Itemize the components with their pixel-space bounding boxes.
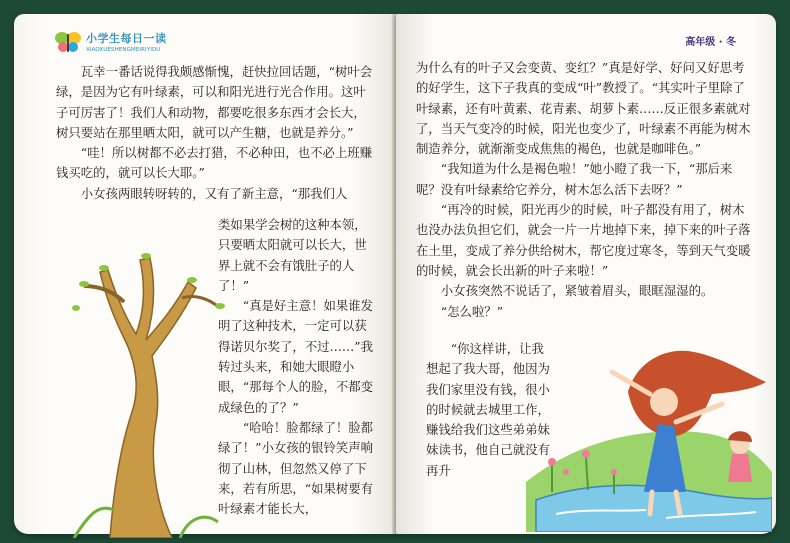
left-body-narrow bbox=[218, 215, 374, 519]
series-brand bbox=[54, 30, 167, 54]
right-body-wide bbox=[416, 58, 752, 322]
paragraph: 类如果学会树的这种本领，只要晒太阳就可以长大，世界上就不会有饿肚子的人了！” bbox=[218, 217, 367, 293]
series-title: 小学生每日一读 bbox=[86, 32, 167, 45]
series-pinyin: XIAOXUESHENGMEIRIYIDU bbox=[86, 47, 161, 53]
paragraph: “再冷的时候，阳光再少的时候，叶子都没有用了，树木也没办法负担它们，就会一片一片地掉下来，掉下来的叶子落在土里，变成了养分供给树木，帮它度过寒冬，等到天气变暖的时候，就会长出新的叶子来啦！” bbox=[416, 202, 751, 278]
left-body-wide bbox=[56, 62, 374, 204]
paragraph: “哈哈！脸都绿了！脸都绿了！”小女孩的银铃笑声响彻了山林，但忽然又停了下来，若有所思，“如果树要有叶绿素才能长大， bbox=[218, 419, 374, 517]
paragraph: 为什么有的叶子又会变黄、变红？”真是好学、好问又好思考的好学生，这下子我真的变成“叶”教授了。“其实叶子里除了叶绿素，还有叶黄素、花青素、胡萝卜素……反正很多素就对了，当天气变冷的时候，阳光也变少了，叶绿素不再能为树木制造养分，就渐渐变成焦焦的褐色，也就是咖啡色。” bbox=[416, 60, 751, 157]
paragraph: “怎么啦？” bbox=[440, 303, 504, 319]
paragraph: 瓦幸一番话说得我颇感惭愧，赶快拉回话题，“树叶会绿，是因为它有叶绿素，可以和阳光进行光合作用。这叶子可厉害了！我们人和动物，都要吃很多东西才会长大，树只要站在那里晒太阳，就可以产生糖，也就是养分。” bbox=[56, 64, 373, 140]
left-page bbox=[14, 14, 396, 534]
paragraph: 小女孩两眼转呀转的，又有了新主意，“那我们人 bbox=[80, 185, 348, 201]
butterfly-logo-icon bbox=[54, 30, 82, 54]
paragraph: “真是好主意！如果谁发明了这种技术，一定可以获得诺贝尔奖了，不过……”我转过头来，和她大眼瞪小眼，“那每个人的脸，不都变成绿色的了？” bbox=[218, 298, 374, 415]
paragraph: “你这样讲，让我想起了我大哥，他因为我们家里没有钱，很小的时候就去城里工作，赚钱给我们这些弟弟妹妹读书，他自己就没有再升 bbox=[426, 341, 550, 478]
paragraph: 小女孩突然不说话了，紧皱着眉头，眼眶湿湿的。 bbox=[440, 283, 714, 299]
right-page bbox=[396, 14, 776, 534]
grade-season-label: 高年级 · 冬 bbox=[685, 37, 736, 48]
tree-illustration bbox=[70, 242, 228, 538]
girls-by-stream-illustration bbox=[526, 332, 772, 532]
paragraph: “我知道为什么是褐色啦！”她小瞪了我一下，“那后来呢？没有叶绿素给它养分，树木怎么活下去呀？” bbox=[416, 161, 733, 197]
paragraph: “哇！所以树都不必去打猎，不必种田，也不必上班赚钱买吃的，就可以长大耶。” bbox=[56, 145, 373, 181]
